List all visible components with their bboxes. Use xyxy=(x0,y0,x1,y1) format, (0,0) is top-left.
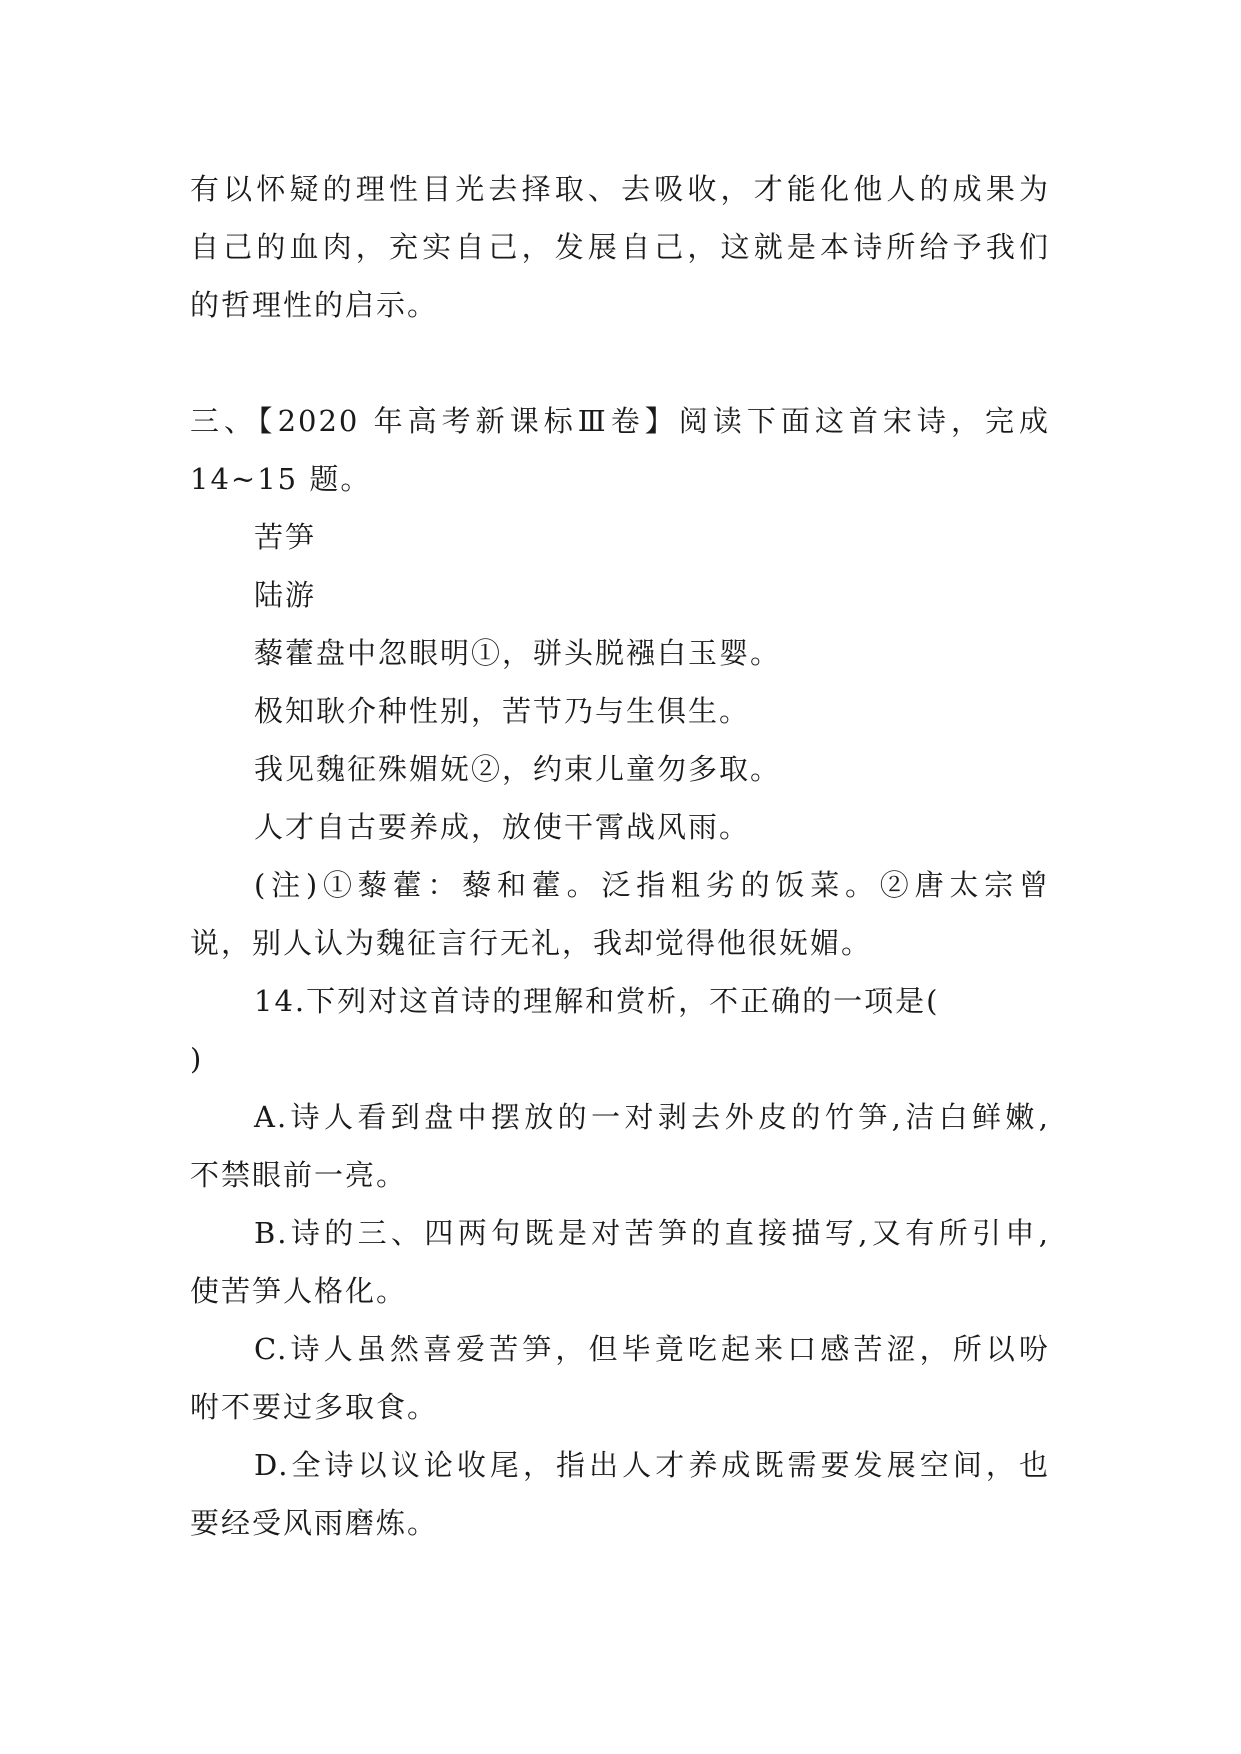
intro-line: 有以怀疑的理性目光去择取、去吸收，才能化他人的成果为 xyxy=(190,172,1050,206)
poem-notes xyxy=(190,856,1050,972)
note-line: 说，别人认为魏征言行无礼，我却觉得他很妩媚。 xyxy=(190,926,873,960)
poem-verse: 极知耿介种性别，苦节乃与生俱生。 xyxy=(254,694,751,728)
poem xyxy=(190,508,1050,856)
poem-verse: 藜藿盘中忽眼明①，骈头脱襁白玉婴。 xyxy=(254,636,782,670)
poem-verse: 人才自古要养成，放使干霄战风雨。 xyxy=(254,810,751,844)
intro-paragraph xyxy=(190,160,1050,334)
question-stem-line: 14.下列对这首诗的理解和赏析，不正确的一项是( xyxy=(254,984,940,1018)
option-c xyxy=(190,1320,1050,1436)
poem-verse: 我见魏征殊媚妩②，约束儿童勿多取。 xyxy=(254,752,782,786)
option-line: D.全诗以议论收尾，指出人才养成既需要发展空间，也 xyxy=(254,1448,1050,1482)
option-line: C.诗人虽然喜爱苦笋，但毕竟吃起来口感苦涩，所以吩 xyxy=(254,1332,1050,1366)
intro-line: 的哲理性的启示。 xyxy=(190,288,439,322)
option-line: B.诗的三、四两句既是对苦笋的直接描写,又有所引申, xyxy=(254,1216,1050,1250)
document-page xyxy=(190,160,1050,1552)
option-a xyxy=(190,1088,1050,1204)
note-line: (注)①藜藿：藜和藿。泛指粗劣的饭菜。②唐太宗曾 xyxy=(254,868,1050,902)
question-14 xyxy=(190,972,1050,1552)
option-line: 咐不要过多取食。 xyxy=(190,1390,439,1424)
option-b xyxy=(190,1204,1050,1320)
intro-line: 自己的血肉，充实自己，发展自己，这就是本诗所给予我们 xyxy=(190,230,1050,264)
section-heading-line: 14~15 题。 xyxy=(190,462,372,496)
option-line: 不禁眼前一亮。 xyxy=(190,1158,408,1192)
section-spacer xyxy=(190,334,1050,392)
section-heading-line: 三、【2020 年高考新课标Ⅲ卷】阅读下面这首宋诗，完成 xyxy=(190,404,1050,438)
question-stem-line: ) xyxy=(190,1042,204,1076)
poem-title: 苦笋 xyxy=(254,520,317,554)
option-line: A.诗人看到盘中摆放的一对剥去外皮的竹笋,洁白鲜嫩, xyxy=(254,1100,1050,1134)
section-three xyxy=(190,392,1050,1552)
poem-author: 陆游 xyxy=(254,578,317,612)
option-line: 使苦笋人格化。 xyxy=(190,1274,408,1308)
option-d xyxy=(190,1436,1050,1552)
option-line: 要经受风雨磨炼。 xyxy=(190,1506,439,1540)
